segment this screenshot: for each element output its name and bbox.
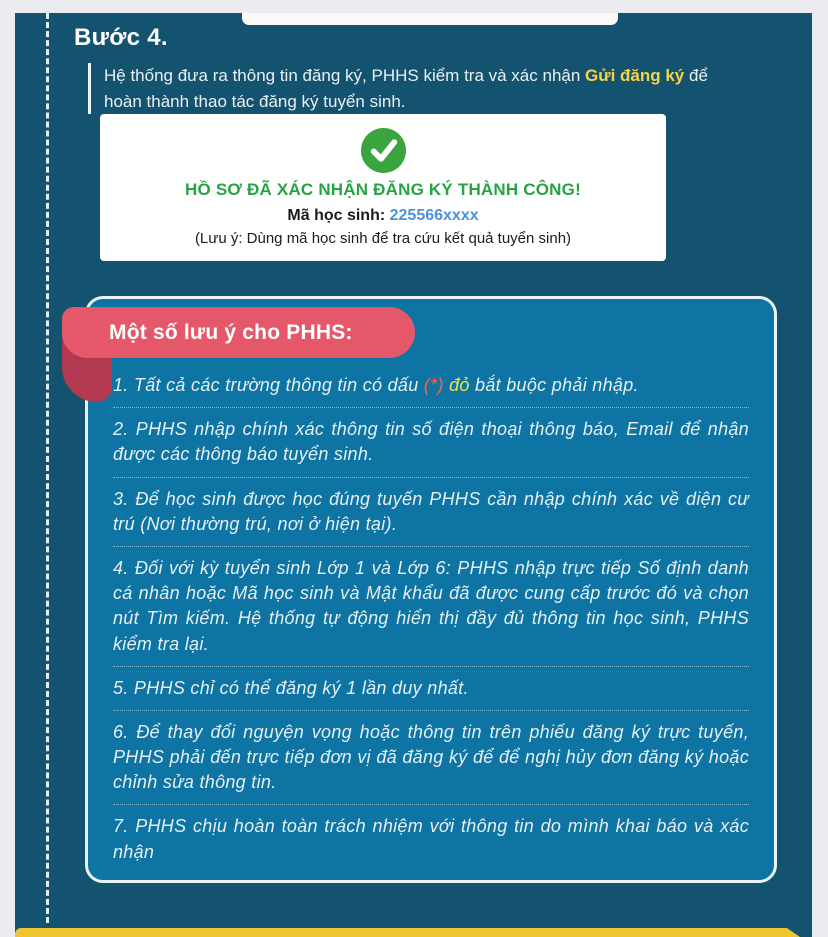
step-title: Bước 4. (74, 24, 168, 51)
previous-card-edge (242, 13, 618, 25)
note-item-5: 5. PHHS chỉ có thể đăng ký 1 lần duy nhất. (113, 667, 749, 711)
vertical-dashed-guide (46, 13, 49, 923)
note-1-before: 1. Tất cả các trường thông tin có dấu (113, 375, 424, 395)
red-word: đỏ (449, 375, 470, 395)
note-item-2: 2. PHHS nhập chính xác thông tin số điện thoại thông báo, Email để nhận được các thông báo tuyển sinh. (113, 408, 749, 477)
note-1-after: bắt buộc phải nhập. (469, 375, 639, 395)
intro-text-after: để hoàn thành thao tác đăng ký tuyển sinh. (104, 66, 708, 111)
intro-text-before: Hệ thống đưa ra thông tin đăng ký, PHHS kiểm tra và xác nhận (104, 66, 586, 85)
bottom-yellow-banner (15, 928, 800, 937)
success-card (100, 114, 666, 261)
note-item-4: 4. Đối với kỳ tuyển sinh Lớp 1 và Lớp 6: PHHS nhập trực tiếp Số định danh cá nhân hoặc Mã học sinh và Mật khẩu đã được cung cấp trước đó và chọn nút Tìm kiếm. Hệ thống tự động hiển thị đầy đủ thông tin học sinh, PHHS kiểm tra lại. (113, 547, 749, 667)
student-code-label: Mã học sinh: (287, 207, 390, 224)
step-description (88, 63, 744, 114)
check-circle-icon (360, 127, 407, 174)
success-message: HỒ SƠ ĐÃ XÁC NHẬN ĐĂNG KÝ THÀNH CÔNG! (185, 180, 581, 199)
student-code-note: (Lưu ý: Dùng mã học sinh để tra cứu kết quả tuyển sinh) (194, 230, 572, 247)
notes-ribbon-title: Một số lưu ý cho PHHS: (62, 307, 415, 358)
note-item-1 (113, 364, 749, 408)
submit-registration-highlight: Gửi đăng ký (585, 66, 685, 85)
note-item-3: 3. Để học sinh được học đúng tuyến PHHS cần nhập chính xác về diện cư trú (Nơi thường trú, nơi ở hiện tại). (113, 478, 749, 547)
note-item-7: 7. PHHS chịu hoàn toàn trách nhiệm với thông tin do mình khai báo và xác nhận (113, 816, 749, 862)
note-item-6: 6. Để thay đổi nguyện vọng hoặc thông tin trên phiếu đăng ký trực tuyến, PHHS phải đến trực tiếp đơn vị đã đăng ký để để nghị hủy đơn đăng ký hoặc chỉnh sửa thông tin. (113, 711, 749, 806)
student-code-line (100, 207, 666, 225)
student-code-value: 225566xxxx (389, 207, 479, 224)
required-star: (*) (423, 375, 444, 395)
notes-list (113, 364, 749, 874)
